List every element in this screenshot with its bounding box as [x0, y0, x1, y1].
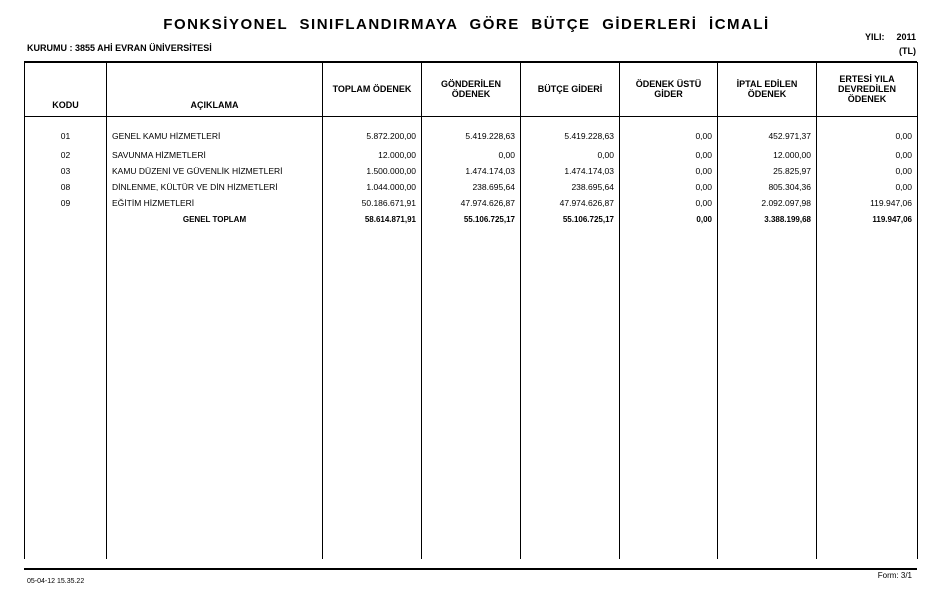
col-header-odenek-ustu-gider: ÖDENEK ÜSTÜ GİDER [620, 62, 718, 117]
empty-filler-row [25, 227, 918, 559]
table-header-row [25, 62, 918, 117]
cell-odenek-ustu-gider: 0,00 [620, 147, 718, 163]
cell-butce-gideri: 1.474.174,03 [521, 163, 620, 179]
cell-kodu: 02 [25, 147, 107, 163]
total-odenek-ustu-gider: 0,00 [620, 211, 718, 227]
cell-butce-gideri: 5.419.228,63 [521, 117, 620, 148]
cell-iptal-edilen-odenek: 2.092.097,98 [718, 195, 817, 211]
cell-gonderilen-odenek: 47.974.626,87 [422, 195, 521, 211]
cell-gonderilen-odenek: 1.474.174,03 [422, 163, 521, 179]
cell-aciklama: KAMU DÜZENİ VE GÜVENLİK HİZMETLERİ [107, 163, 323, 179]
cell-odenek-ustu-gider: 0,00 [620, 117, 718, 148]
cell-ertesi-yila-devredilen: 0,00 [817, 117, 918, 148]
cell-ertesi-yila-devredilen: 0,00 [817, 179, 918, 195]
cell-toplam-odenek: 1.044.000,00 [323, 179, 422, 195]
cell-aciklama: EĞİTİM HİZMETLERİ [107, 195, 323, 211]
cell-ertesi-yila-devredilen: 0,00 [817, 163, 918, 179]
cell-kodu [25, 211, 107, 227]
cell-iptal-edilen-odenek: 805.304,36 [718, 179, 817, 195]
col-header-toplam-odenek: TOPLAM ÖDENEK [323, 62, 422, 117]
cell-butce-gideri: 47.974.626,87 [521, 195, 620, 211]
total-label: GENEL TOPLAM [107, 211, 323, 227]
cell-aciklama: DİNLENME, KÜLTÜR VE DİN HİZMETLERİ [107, 179, 323, 195]
cell-aciklama: GENEL KAMU HİZMETLERİ [107, 117, 323, 148]
cell-kodu: 03 [25, 163, 107, 179]
table-row [25, 117, 918, 148]
col-header-ertesi-yila-devredilen: ERTESİ YILA DEVREDİLEN ÖDENEK [817, 62, 918, 117]
cell-iptal-edilen-odenek: 452.971,37 [718, 117, 817, 148]
cell-kodu: 01 [25, 117, 107, 148]
cell-ertesi-yila-devredilen: 0,00 [817, 147, 918, 163]
form-number: Form: 3/1 [877, 571, 912, 580]
budget-table [24, 62, 918, 559]
year-label: YILI: [864, 32, 885, 42]
cell-toplam-odenek: 12.000,00 [323, 147, 422, 163]
table-row [25, 179, 918, 195]
total-toplam-odenek: 58.614.871,91 [323, 211, 422, 227]
year-value: 2011 [896, 32, 916, 42]
cell-gonderilen-odenek: 0,00 [422, 147, 521, 163]
table-row [25, 163, 918, 179]
table-row [25, 195, 918, 211]
cell-kodu: 08 [25, 179, 107, 195]
total-gonderilen-odenek: 55.106.725,17 [422, 211, 521, 227]
currency-label: (TL) [899, 46, 916, 56]
total-ertesi-yila-devredilen: 119.947,06 [817, 211, 918, 227]
cell-odenek-ustu-gider: 0,00 [620, 163, 718, 179]
cell-iptal-edilen-odenek: 25.825,97 [718, 163, 817, 179]
col-header-kodu: KODU [25, 62, 107, 117]
total-iptal-edilen-odenek: 3.388.199,68 [718, 211, 817, 227]
cell-gonderilen-odenek: 5.419.228,63 [422, 117, 521, 148]
col-header-iptal-edilen-odenek: İPTAL EDİLEN ÖDENEK [718, 62, 817, 117]
cell-iptal-edilen-odenek: 12.000,00 [718, 147, 817, 163]
cell-odenek-ustu-gider: 0,00 [620, 179, 718, 195]
total-butce-gideri: 55.106.725,17 [521, 211, 620, 227]
cell-odenek-ustu-gider: 0,00 [620, 195, 718, 211]
cell-ertesi-yila-devredilen: 119.947,06 [817, 195, 918, 211]
col-header-aciklama: AÇIKLAMA [107, 62, 323, 117]
table-row [25, 147, 918, 163]
col-header-gonderilen-odenek: GÖNDERİLEN ÖDENEK [422, 62, 521, 117]
print-timestamp: 05-04-12 15.35.22 [27, 578, 85, 585]
cell-butce-gideri: 238.695,64 [521, 179, 620, 195]
institution-label: KURUMU : 3855 AHİ EVRAN ÜNİVERSİTESİ [27, 43, 212, 53]
cell-aciklama: SAVUNMA HİZMETLERİ [107, 147, 323, 163]
report-title: FONKSİYONEL SINIFLANDIRMAYA GÖRE BÜTÇE GİDERLERİ İCMALİ [163, 16, 770, 33]
cell-toplam-odenek: 50.186.671,91 [323, 195, 422, 211]
cell-butce-gideri: 0,00 [521, 147, 620, 163]
cell-toplam-odenek: 5.872.200,00 [323, 117, 422, 148]
year-block [865, 32, 916, 42]
col-header-butce-gideri: BÜTÇE GİDERİ [521, 62, 620, 117]
cell-gonderilen-odenek: 238.695,64 [422, 179, 521, 195]
cell-toplam-odenek: 1.500.000,00 [323, 163, 422, 179]
total-row [25, 211, 918, 227]
cell-kodu: 09 [25, 195, 107, 211]
